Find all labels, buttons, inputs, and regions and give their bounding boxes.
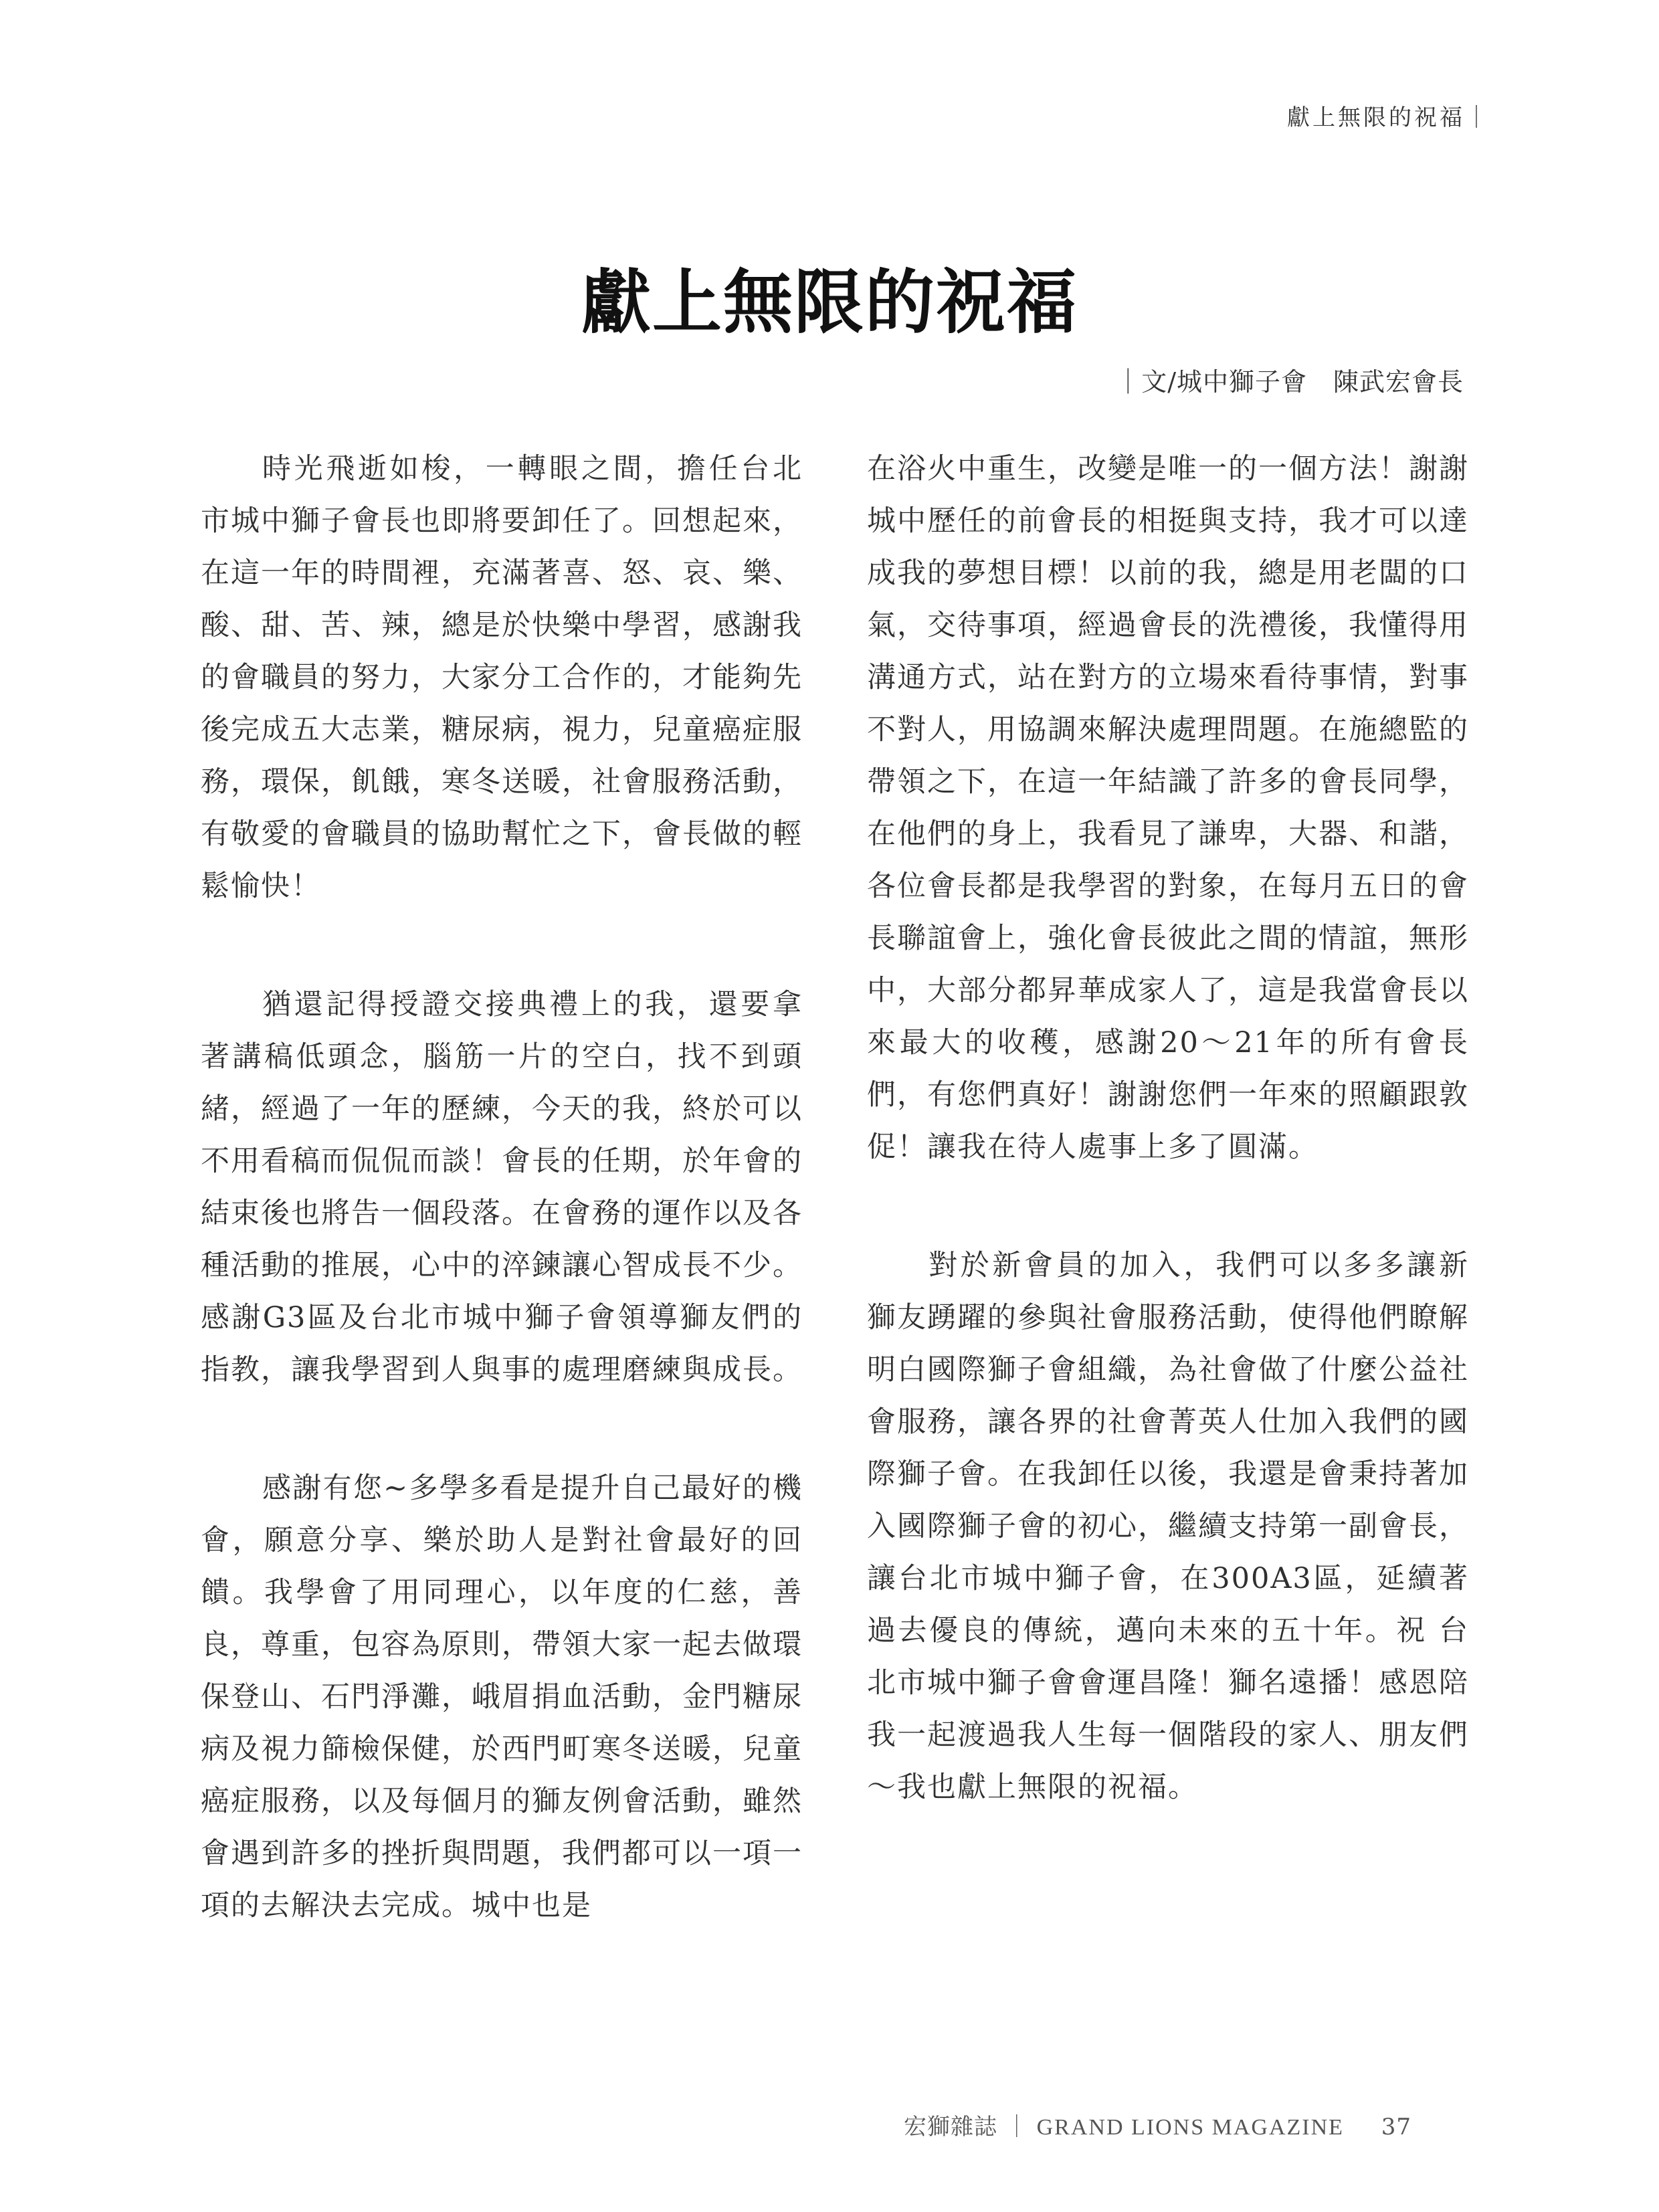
paragraph: 感謝有您~多學多看是提升自己最好的機會，願意分享、樂於助人是對社會最好的回饋。我學會了用同理心，以年度的仁慈，善良，尊重，包容為原則，帶領大家一起去做環保登山、石門淨灘，峨眉捐血活動，金門糖尿病及視力篩檢保健，於西門町寒冬送暖，兒童癌症服務，以及每個月的獅友例會活動，雖然會遇到許多的挫折與問題，我們都可以一項一項的去解決去完成。城中也是 xyxy=(201,1472,803,1922)
article-title: 獻上無限的祝福 xyxy=(581,261,1078,343)
paragraph: 對於新會員的加入，我們可以多多讓新獅友踴躍的參與社會服務活動，使得他們瞭解明白國際獅子會組織，為社會做了什麼公益社會服務，讓各界的社會菁英人仕加入我們的國際獅子會。在我卸任以後，我還是會秉持著加入國際獅子會的初心，繼續支持第一副會長，讓台北市城中獅子會，在300A3區，延續著過去優良的傳統，邁向未來的五十年。祝 台北市城中獅子會會運昌隆！獅名遠播！感恩陪我一起渡過我人生每一個階段的家人、朋友們～我也獻上無限的祝福。 xyxy=(867,1249,1469,1804)
magazine-name-en: GRAND LIONS MAGAZINE xyxy=(1036,2115,1344,2140)
article-byline: ｜文/城中獅子會 陳武宏會長 xyxy=(1115,367,1464,397)
paragraph: 猶還記得授證交接典禮上的我，還要拿著講稿低頭念，腦筋一片的空白，找不到頭緒，經過了一年的歷練，今天的我，終於可以不用看稿而侃侃而談！會長的任期，於年會的結束後也將告一個段落。在會務的運作以及各種活動的推展，心中的淬鍊讓心智成長不少。感謝G3區及台北市城中獅子會領導獅友們的指教，讓我學習到人與事的處理磨練與成長。 xyxy=(201,988,803,1387)
paragraph: 在浴火中重生，改變是唯一的一個方法！謝謝城中歷任的前會長的相挺與支持，我才可以達成我的夢想目標！以前的我，總是用老闆的口氣，交待事項，經過會長的洗禮後，我懂得用溝通方式，站在對方的立場來看待事情，對事不對人，用協調來解決處理問題。在施總監的帶領之下，在這一年結識了許多的會長同學，在他們的身上，我看見了謙卑，大器、和諧，各位會長都是我學習的對象，在每月五日的會長聯誼會上，強化會長彼此之間的情誼，無形中，大部分都昇華成家人了，這是我當會長以來最大的收穫，感謝20～21年的所有會長們，有您們真好！謝謝您們一年來的照顧跟敦促！讓我在待人處事上多了圓滿。 xyxy=(867,452,1469,1164)
right-column xyxy=(867,443,1469,1880)
left-column xyxy=(201,443,803,1998)
page-footer xyxy=(904,2108,1411,2141)
page-number: 37 xyxy=(1381,2114,1411,2140)
magazine-name-zh: 宏獅雜誌 xyxy=(903,2114,997,2140)
paragraph: 時光飛逝如梭，一轉眼之間，擔任台北市城中獅子會長也即將要卸任了。回想起來，在這一年的時間裡，充滿著喜、怒、哀、樂、酸、甜、苦、辣，總是於快樂中學習，感謝我的會職員的努力，大家分工合作的，才能夠先後完成五大志業，糖尿病，視力，兒童癌症服務，環保，飢餓，寒冬送暖，社會服務活動，有敬愛的會職員的協助幫忙之下，會長做的輕鬆愉快！ xyxy=(201,452,803,903)
footer-separator: ｜ xyxy=(1005,2114,1029,2140)
running-header: 獻上無限的祝福｜ xyxy=(1287,104,1490,131)
